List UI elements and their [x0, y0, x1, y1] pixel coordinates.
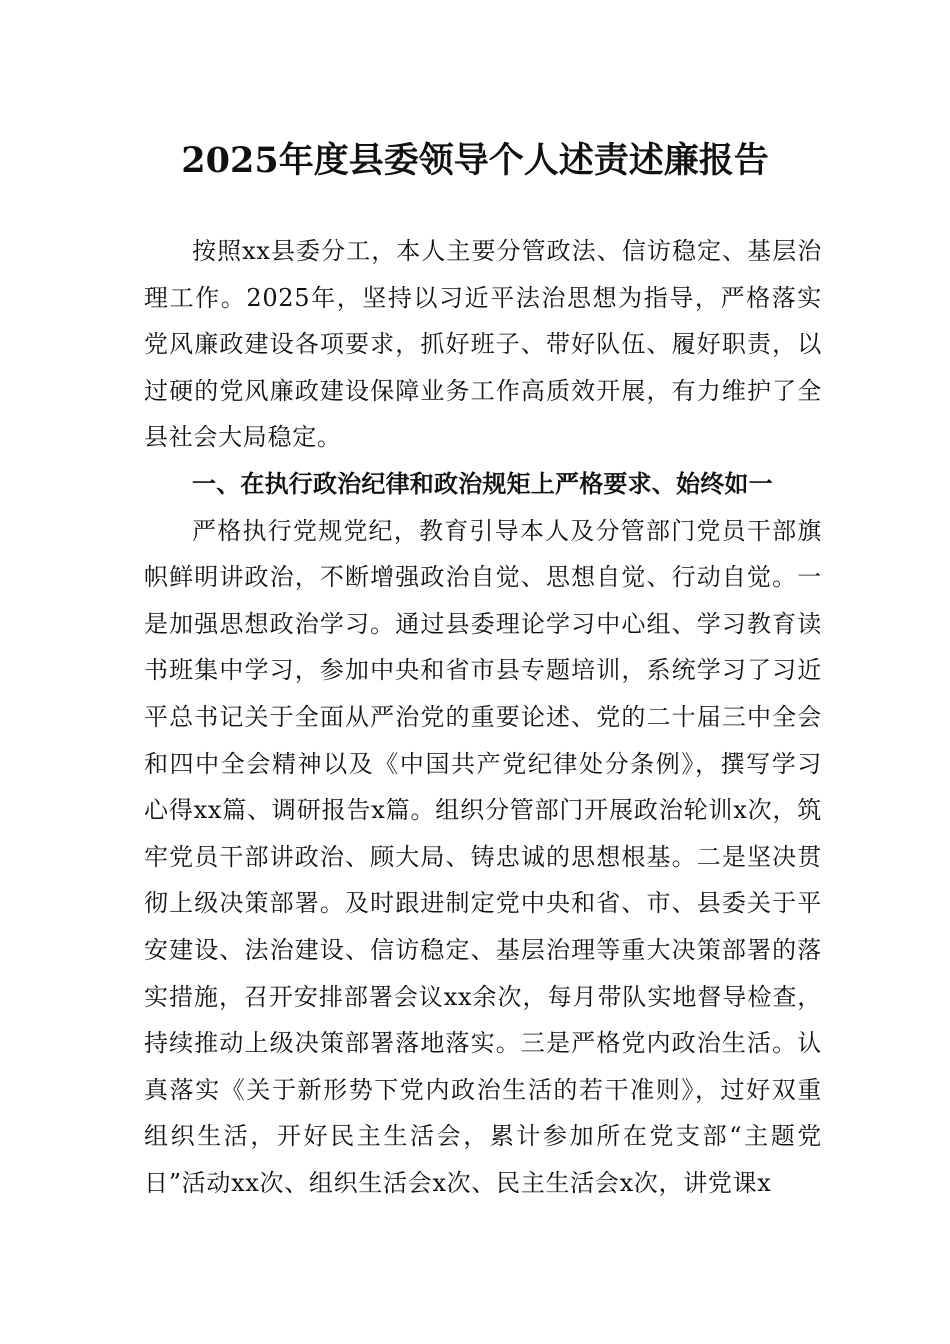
intro-paragraph: 按照xx县委分工，本人主要分管政法、信访稳定、基层治理工作。2025年，坚持以习近平法治思想为指导，严格落实党风廉政建设各项要求，抓好班子、带好队伍、履好职责，以过硬的党风廉政建设保障业务工作高质效开展，有力维护了全县社会大局稳定。: [144, 237, 822, 452]
section-1-heading: 一、在执行政治纪律和政治规矩上严格要求、始终如一: [192, 469, 773, 498]
document-body: [144, 228, 822, 1206]
document-title: 2025年度县委领导个人述责述廉报告: [181, 140, 769, 181]
section-1-paragraph: 严格执行党规党纪，教育引导本人及分管部门党员干部旗帜鲜明讲政治，不断增强政治自觉、思想自觉、行动自觉。一是加强思想政治学习。通过县委理论学习中心组、学习教育读书班集中学习，参加中央和省市县专题培训，系统学习了习近平总书记关于全面从严治党的重要论述、党的二十届三中全会和四中全会精神以及《中国共产党纪律处分条例》，撰写学习心得xx篇、调研报告x篇。组织分管部门开展政治轮训x次，筑牢党员干部讲政治、顾大局、铸忠诚的思想根基。二是坚决贯彻上级决策部署。及时跟进制定党中央和省、市、县委关于平安建设、法治建设、信访稳定、基层治理等重大决策部署的落实措施，召开安排部署会议xx余次，每月带队实地督导检查，持续推动上级决策部署落地落实。三是严格党内政治生活。认真落实《关于新形势下党内政治生活的若干准则》，过好双重组织生活，开好民主生活会，累计参加所在党支部“主题党日”活动xx次、组织生活会x次、民主生活会x次，讲党课x: [144, 516, 822, 1197]
